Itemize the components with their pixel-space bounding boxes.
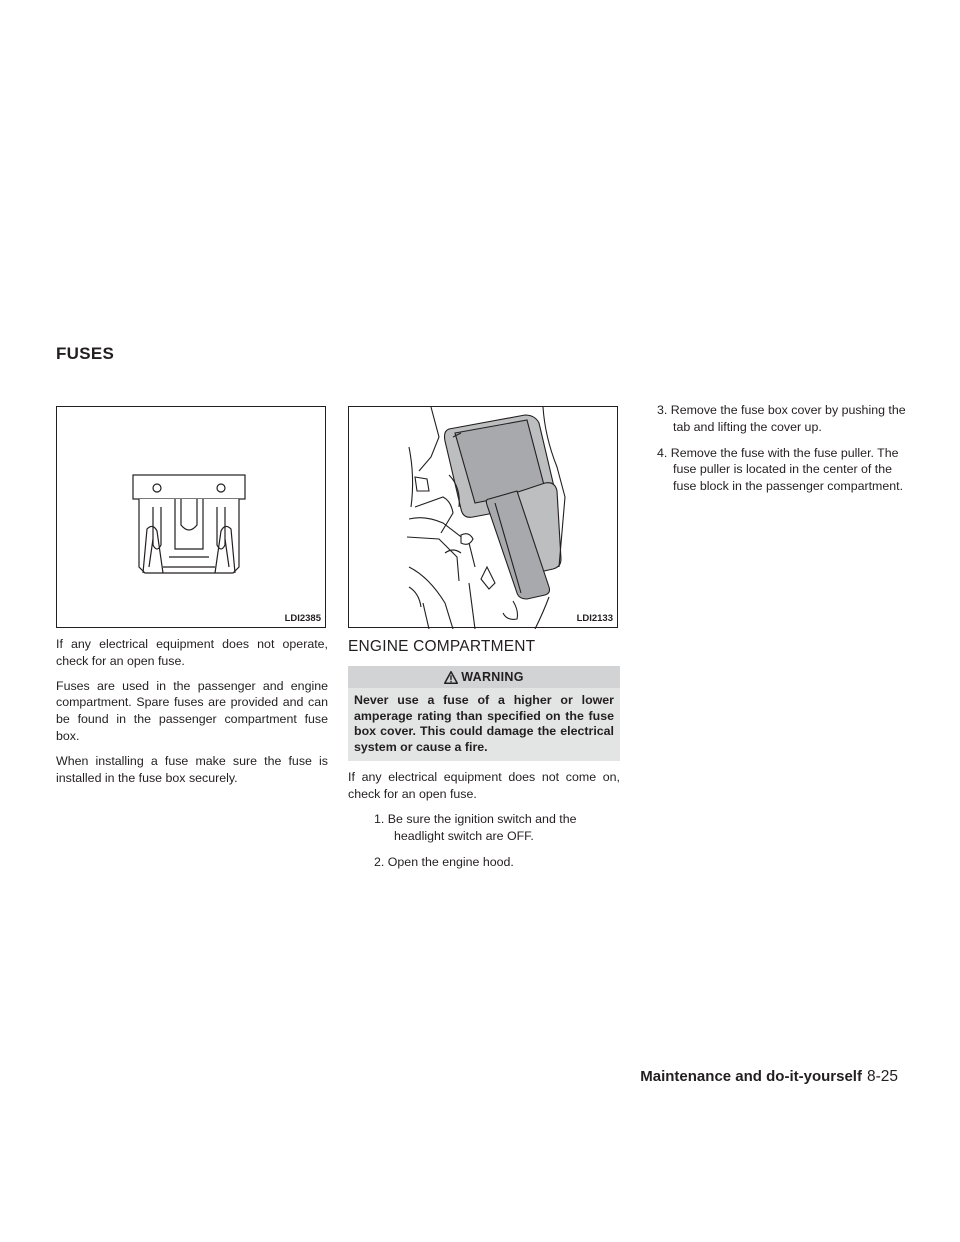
chapter-title: Maintenance and do-it-yourself: [640, 1068, 862, 1085]
page-footer: [640, 1068, 898, 1086]
subsection-heading: ENGINE COMPARTMENT: [348, 638, 536, 655]
warning-triangle-icon: [444, 671, 458, 684]
steps-list: [348, 811, 620, 870]
section-title: FUSES: [56, 344, 115, 363]
column-2: [348, 406, 620, 879]
engine-compartment-illustration: [349, 407, 619, 629]
warning-label: WARNING: [461, 670, 524, 684]
warning-header: [348, 666, 620, 688]
fuse-illustration: [57, 407, 327, 629]
paragraph: When installing a fuse make sure the fuse is installed in the fuse box securely.: [56, 753, 328, 785]
engine-compartment-figure: [348, 406, 618, 628]
figure-code: LDI2385: [284, 613, 321, 624]
paragraph: Fuses are used in the passenger and engine compartment. Spare fuses are provided and can be found in the passenger compartment fuse box.: [56, 678, 328, 743]
list-item: 4. Remove the fuse with the fuse puller. The fuse puller is located in the center of the fuse block in the passenger compartment.: [657, 445, 904, 494]
paragraph: If any electrical equipment does not operate, check for an open fuse.: [56, 637, 328, 668]
fuse-figure: [56, 406, 326, 628]
figure-code: LDI2133: [576, 613, 613, 624]
column-1: [56, 406, 328, 794]
warning-box: [348, 666, 620, 761]
steps-list: [641, 402, 913, 495]
warning-text: Never use a fuse of a higher or lower amperage rating than specified on the fuse box cover. This could damage the electrical system or cause a fire.: [354, 693, 614, 754]
list-item: 1. Be sure the ignition switch and the headlight switch are OFF.: [374, 811, 577, 843]
paragraph: If any electrical equipment does not come on, check for an open fuse.: [348, 770, 620, 802]
column-3: [641, 403, 913, 504]
list-item: 2. Open the engine hood.: [374, 854, 514, 869]
list-item: 3. Remove the fuse box cover by pushing the tab and lifting the cover up.: [657, 403, 906, 434]
page-number: 8-25: [866, 1068, 898, 1085]
